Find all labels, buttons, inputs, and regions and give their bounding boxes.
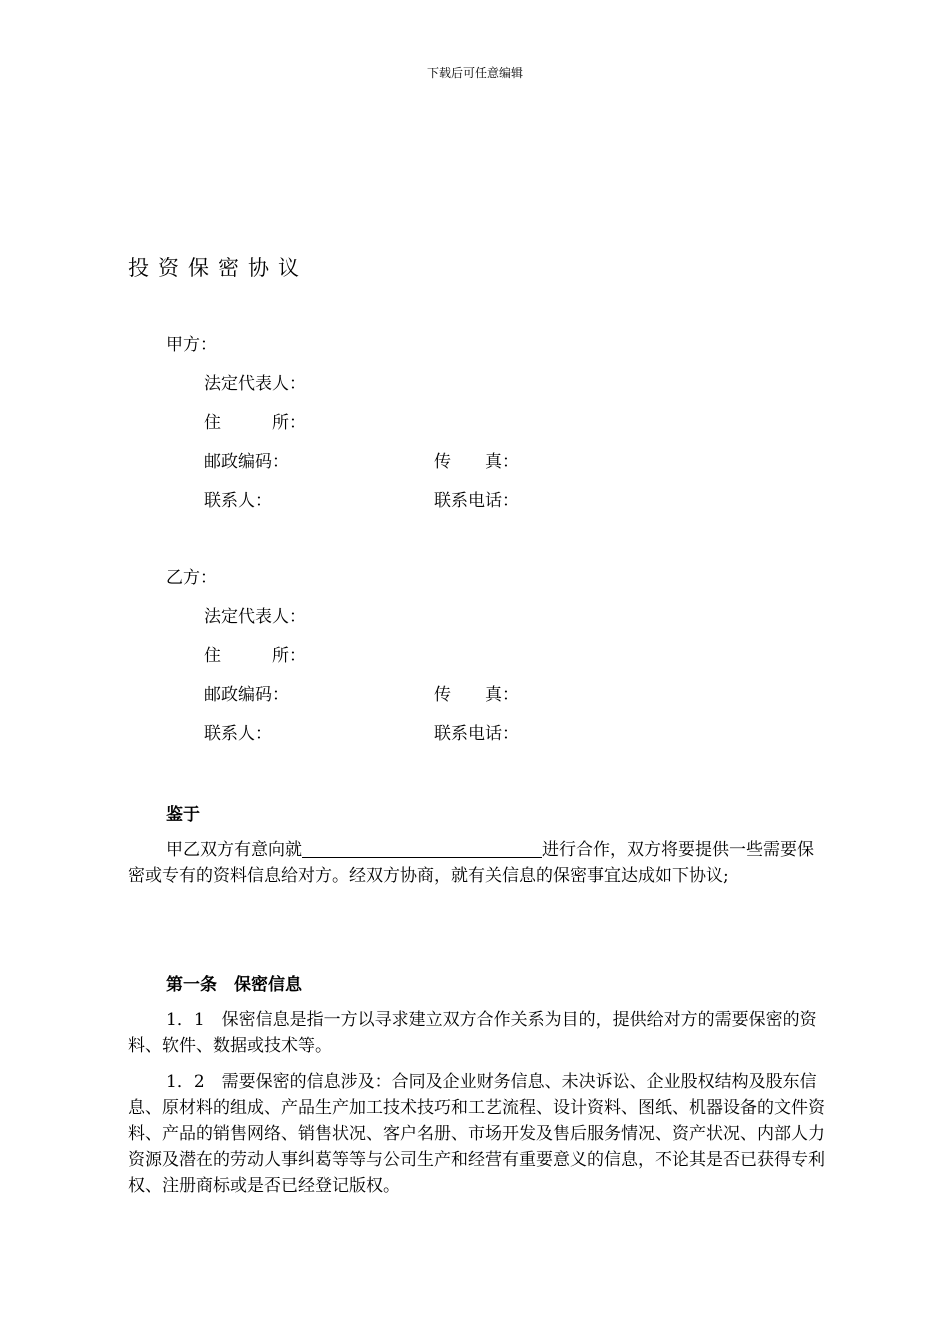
party-b-heading: 乙方： xyxy=(166,568,217,588)
party-b-legal-rep: 法定代表人： xyxy=(204,607,306,627)
document-title: 投资保密协议 xyxy=(128,256,308,280)
whereas-text-after: 进行合作，双方将要提供一些需要保密或专有的资料信息给对方。经双方协商，就有关信息的保密事宜达成如下协议; xyxy=(128,840,814,886)
party-a-address xyxy=(204,412,306,434)
party-b-address-a: 住 xyxy=(204,646,221,666)
clause-1-1: 1．1 保密信息是指一方以寻求建立双方合作关系为目的，提供给对方的需要保密的资料、软件、数据或技术等。 xyxy=(128,1010,817,1056)
party-b-fax-b: 真： xyxy=(485,685,519,705)
party-b-address xyxy=(204,645,306,667)
party-b-fax xyxy=(434,684,519,706)
clause-1-2: 1．2 需要保密的信息涉及：合同及企业财务信息、未决诉讼、企业股权结构及股东信息、原材料的组成、产品生产加工技术技巧和工艺流程、设计资料、图纸、机器设备的文件资料、产品的销售网络、销售状况、客户名册、市场开发及售后服务情况、资产状况、内部人力资源及潜在的劳动人事纠葛等等与公司生产和经营有重要意义的信息，不论其是否已获得专利权、注册商标或是否已经登记版权。 xyxy=(128,1072,825,1196)
party-a-contact: 联系人： xyxy=(204,491,272,511)
party-a-fax-b: 真： xyxy=(485,452,519,472)
party-a-phone: 联系电话： xyxy=(434,491,519,511)
whereas-paragraph xyxy=(128,837,828,889)
article1-heading: 第一条 保密信息 xyxy=(166,975,302,995)
whereas-text-before: 甲乙双方有意向就 xyxy=(166,840,302,860)
party-a-address-a: 住 xyxy=(204,413,221,433)
whereas-heading: 鉴于 xyxy=(166,805,200,825)
party-a-legal-rep: 法定代表人： xyxy=(204,374,306,394)
party-a-fax xyxy=(434,451,519,473)
party-b-phone: 联系电话： xyxy=(434,724,519,744)
party-b-contact: 联系人： xyxy=(204,724,272,744)
party-b-address-b: 所： xyxy=(272,646,306,666)
blank-underline xyxy=(302,839,542,858)
party-a-postcode: 邮政编码： xyxy=(204,452,289,472)
party-b-fax-a: 传 xyxy=(434,685,451,705)
party-a-fax-a: 传 xyxy=(434,452,451,472)
header-note: 下载后可任意编辑 xyxy=(426,66,523,80)
party-a-address-b: 所： xyxy=(272,413,306,433)
party-a-heading: 甲方： xyxy=(166,335,217,355)
party-b-postcode: 邮政编码： xyxy=(204,685,289,705)
